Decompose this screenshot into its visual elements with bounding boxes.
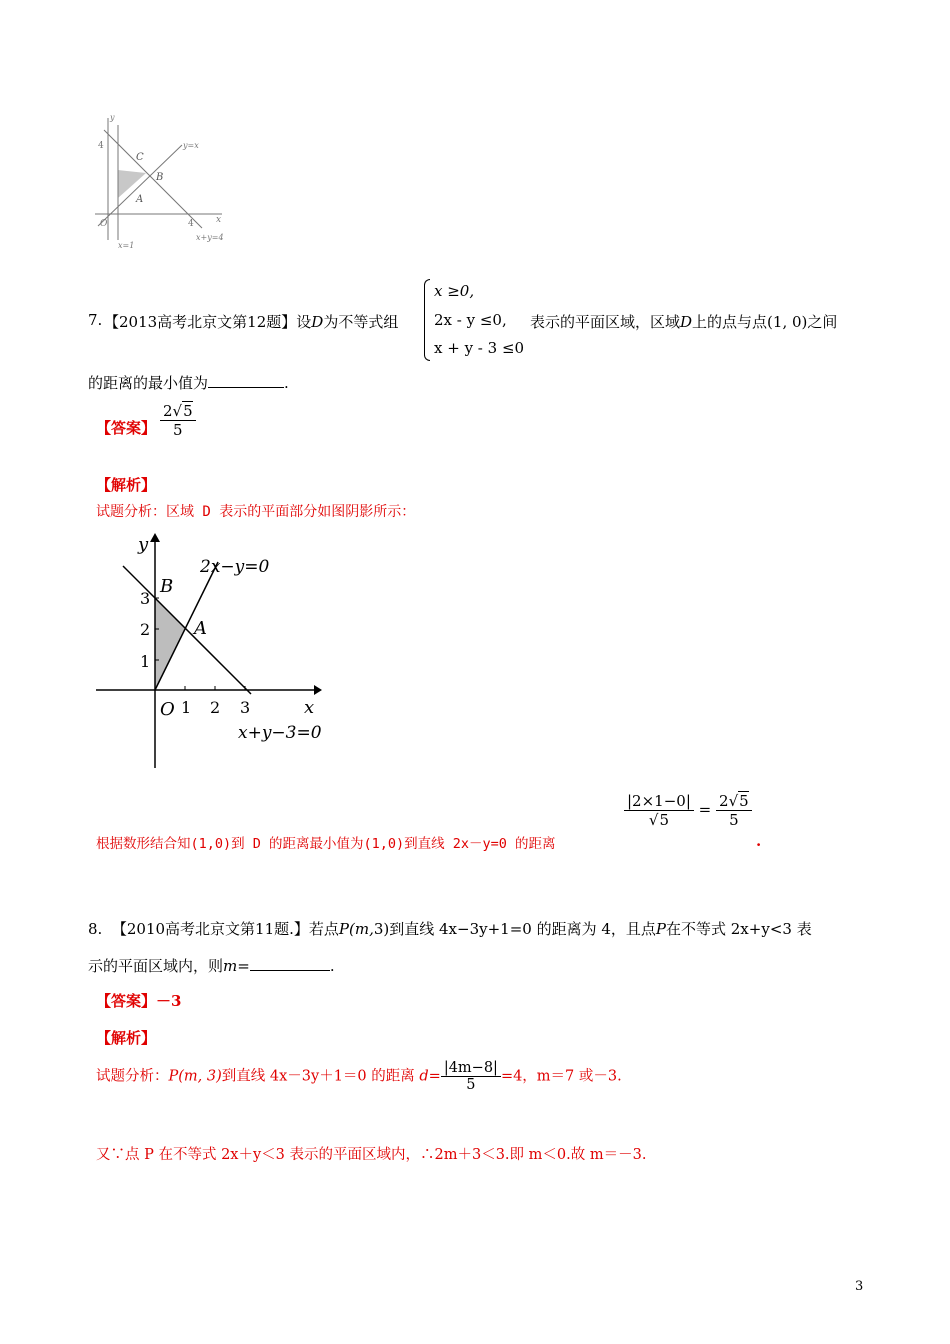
q7-system-line-1: x ≥0,	[434, 282, 475, 300]
q7-stem-a: 设	[296, 313, 312, 331]
label-4y: 4	[98, 141, 104, 151]
label-x: x	[304, 697, 315, 718]
figure-2-graph	[88, 528, 328, 773]
q7-answer-rad: 5	[183, 402, 193, 420]
q8-stem-c: 在不等式 2x+y<3 表	[666, 920, 812, 938]
q7-system-line-3: x + y - 3 ≤0	[434, 339, 525, 357]
q8-analysis-2: 又∵点 P 在不等式 2x＋y＜3 表示的平面区域内，∴2m＋3＜3.即 m＜0.故 m＝－3.	[96, 1147, 647, 1163]
q7-var-D-2: D	[680, 313, 693, 331]
label-t2: 2	[210, 698, 221, 717]
q8-answer-label: 【答案】	[96, 992, 157, 1010]
label-x1: x=1	[118, 241, 135, 250]
dist-res-coef: 2	[719, 792, 729, 810]
dist-equals: =	[698, 800, 712, 819]
dist-result-den: 5	[729, 811, 739, 829]
label-line-yx: y=x	[183, 141, 199, 150]
label-line1: 2x−y=0	[200, 557, 270, 577]
q8-point: P(m,	[338, 920, 374, 938]
label-v2: 2	[140, 620, 151, 639]
q8-m-eq: m=	[223, 957, 250, 975]
q7-answer-coef: 2	[163, 402, 173, 420]
q7-distance-formula	[624, 792, 752, 829]
y-axis-arrow	[150, 533, 160, 542]
q8-line1	[88, 918, 812, 939]
q8-line2-a: 示的平面区域内，则	[88, 957, 224, 975]
q7-answer-num: 2√5	[160, 402, 196, 421]
dist-res-rad: 5	[739, 792, 749, 810]
q8-stem-a: 若点	[308, 920, 339, 938]
q8-period: .	[329, 957, 335, 975]
q7-stem-line1-a	[104, 311, 398, 332]
q8-an1-d: d=	[419, 1068, 441, 1085]
q8-number: 8.	[88, 920, 103, 938]
label-y: y	[138, 534, 149, 555]
figure-1-graph	[90, 110, 240, 250]
q7-system-line-2: 2x - y ≤0,	[434, 311, 507, 329]
q7-stem-d: 上的点与点(1, 0)之间	[692, 313, 838, 331]
label-v1: 1	[140, 652, 151, 671]
q8-answer-value: －3	[156, 992, 182, 1010]
q8-source: 【2010高考北京文第11题.】	[111, 920, 309, 938]
label-A: A	[194, 618, 207, 639]
q7-answer-label: 【答案】	[96, 419, 157, 437]
dist-denominator: √5	[648, 811, 669, 829]
q8-line2	[88, 955, 335, 976]
q8-an1-c: 到直线 4x－3y＋1＝0 的距离	[221, 1068, 415, 1085]
q7-stem-line1-b	[530, 311, 837, 332]
q7-number: 7.	[88, 311, 103, 329]
label-C: C	[136, 152, 144, 163]
q7-stem-line2-text: 的距离的最小值为	[88, 374, 209, 392]
q7-source: 【2013高考北京文第12题】	[104, 313, 297, 331]
q7-analysis-label: 【解析】	[96, 476, 157, 494]
q8-analysis-label: 【解析】	[96, 1029, 157, 1047]
q7-answer-den: 5	[173, 421, 183, 439]
label-t1: 1	[181, 698, 192, 717]
q8-P: P	[655, 920, 666, 938]
q8-an1-a: 试题分析：	[96, 1068, 169, 1085]
label-O: O	[100, 219, 108, 229]
label-B: B	[156, 172, 164, 183]
label-O: O	[160, 699, 175, 720]
page-number: 3	[855, 1279, 864, 1294]
label-v3: 3	[140, 589, 151, 608]
q8-dist-den: 5	[466, 1077, 476, 1093]
answer-blank	[250, 970, 330, 971]
label-A: A	[136, 194, 144, 205]
label-t3: 3	[240, 698, 251, 717]
q8-analysis-1	[96, 1060, 622, 1093]
q7-system-brace	[424, 279, 430, 361]
label-y: y	[110, 113, 115, 122]
label-B: B	[160, 576, 174, 597]
dist-dot: .	[756, 832, 762, 850]
q7-var-D: D	[311, 313, 324, 331]
x-axis-arrow	[314, 685, 322, 695]
label-x: x	[216, 215, 222, 225]
q8-stem-b: 3)到直线 4x−3y+1=0 的距离为 4，且点	[373, 920, 656, 938]
q7-period: .	[284, 374, 289, 392]
dist-numerator: |2×1−0|	[624, 792, 694, 811]
q7-stem-line2	[88, 372, 289, 393]
q8-answer	[96, 990, 181, 1011]
dist-result-num: 2√5	[716, 792, 752, 811]
q7-stem-b: 为不等式组	[323, 313, 399, 331]
label-line2: x+y−3=0	[238, 723, 322, 743]
q7-answer-value	[160, 402, 196, 439]
label-4x: 4	[188, 219, 194, 229]
q8-an1-e: =4，m＝7 或－3.	[500, 1068, 622, 1085]
answer-blank	[208, 387, 284, 388]
q8-an1-b: P(m, 3)	[168, 1068, 222, 1085]
q7-stem-c: 表示的平面区域，区域	[530, 313, 681, 331]
q7-analysis-2: 根据数形结合知(1,0)到 D 的距离最小值为(1,0)到直线 2x－y=0 的距离	[96, 836, 556, 852]
q7-analysis-1: 试题分析：区域 D 表示的平面部分如图阴影所示：	[96, 504, 416, 520]
label-xy4: x+y=4	[196, 233, 224, 242]
shaded-region	[155, 598, 185, 690]
dist-den-rad: 5	[659, 811, 669, 829]
q8-dist-num: |4m−8|	[441, 1060, 501, 1077]
